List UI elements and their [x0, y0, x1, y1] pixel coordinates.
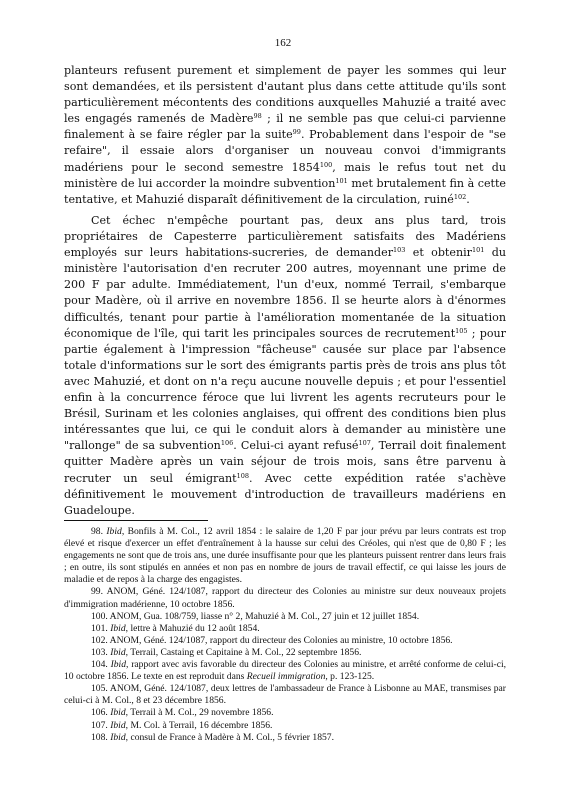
footnote	[64, 659, 506, 683]
footnote-ref: 101	[335, 176, 348, 185]
footnote	[64, 526, 506, 586]
footnote-ref: 107	[358, 439, 371, 448]
text-run: 103.	[91, 646, 111, 658]
text-run: . Probablement dans l'espoir de "se refaire", il essaie alors d'organiser un nouveau convoi d'immigrants madériens pour le second semestre 1854	[64, 128, 506, 174]
footnote	[64, 647, 506, 659]
italic-text: Ibid	[110, 622, 126, 634]
text-run: 106.	[91, 707, 111, 719]
text-run: . Celui-ci ayant refusé	[233, 439, 359, 453]
text-run: du ministère l'autorisation d'en recruter 200 autres, moyennant une prime de 200 F par adulte. Immédiatement, l'un d'eux, nommé Terrail, s'embarque pour Madère, où il arrive en novembre 1856. Il se heurte alors à d'énormes difficultés, tenant pour partie à l'amélioration momentanée de la situation économique de l'île, qui tarit les principales sources de recrutement	[64, 246, 506, 340]
text-run: 98.	[91, 526, 107, 537]
text-run: 99. ANOM, Géné. 124/1087, rapport du directeur des Colonies au ministre sur deux nouveaux projets d'immigration madérienne, 10 octobre 1856.	[64, 586, 506, 610]
footnote	[64, 720, 506, 732]
footnote-ref: 102	[453, 192, 467, 201]
footnote-ref: 99	[292, 128, 301, 137]
footnote-ref: 108	[236, 471, 249, 480]
italic-text: Ibid	[110, 707, 126, 719]
text-run: 108.	[91, 731, 111, 743]
text-run: met brutalement fin à cette tentative, et Mahuzié disparaît définitivement de la circulation, ruiné	[64, 176, 506, 206]
text-run: Cet échec n'empêche pourtant pas, deux ans plus tard, trois propriétaires de Capesterre particulièrement satisfaits des Madériens employés sur leurs habitations-sucreries, de demander	[64, 214, 506, 260]
footnote-ref: 103	[393, 246, 406, 255]
text-run: , Terrail doit finalement quitter Madère après un vain séjour de trois mois, sans être parvenu à recruter un seul émigrant	[64, 439, 506, 485]
text-run: 102. ANOM, Géné. 124/1087, rapport du directeur des Colonies au ministre, 10 octobre 1856.	[91, 634, 453, 646]
body-paragraph-1	[64, 63, 506, 208]
text-run: , consul de France à Madère à M. Col., 5 février 1857.	[125, 731, 334, 743]
text-run: , mais le refus tout net du ministère de lui accorder la moindre subvention	[64, 160, 506, 190]
italic-text: Ibid	[106, 526, 122, 537]
footnote-ref: 101	[471, 246, 485, 255]
footnote	[64, 707, 506, 719]
text-run: planteurs refusent purement et simplement de payer les sommes qui leur sont demandées, et ils persistent d'autant plus dans cette attitude qu'ils sont particulièrement mécontents des conditions auxquelles Mahuzié a traité avec les engagés ramenés de Madère	[64, 64, 506, 126]
text-run: , Terrail à M. Col., 29 novembre 1856.	[125, 707, 274, 719]
text-run: ; il ne semble pas que celui-ci parvienne finalement à se faire régler par la suite	[64, 112, 506, 142]
footnote	[64, 623, 506, 635]
text-run: , Bonfils à M. Col., 12 avril 1854 : le salaire de 1,20 F par jour prévu par leurs contrats est trop élevé et risque d'exercer un effet d'entraînement à la hausse sur celui des Créoles, qui n'est que de 0,80 F ; les engagements ne sont que de trois ans, une durée insuffisante pour que les planteurs puissent rentrer dans leurs frais ; en outre, ils sont stipulés en années et non pas en nombre de jours de travail effectif, ce qui laisse les jours de maladie et de repos à la charge des engagistes.	[64, 526, 506, 586]
footnote-ref: 98	[253, 112, 262, 121]
text-run: 104.	[91, 659, 111, 671]
footnote	[64, 611, 506, 623]
text-run: 100. ANOM, Gua. 108/759, liasse n° 2, Mahuzié à M. Col., 27 juin et 12 juillet 1854.	[91, 610, 420, 622]
footnote	[64, 732, 506, 744]
text-run: 107.	[91, 719, 111, 731]
text-run: , Terrail, Castaing et Capitaine à M. Col., 22 septembre 1856.	[125, 646, 362, 658]
italic-text: Ibid	[110, 646, 126, 658]
text-run: , M. Col. à Terrail, 16 décembre 1856.	[125, 719, 273, 731]
text-run: 105. ANOM, Géné. 124/1087, deux lettres de l'ambassadeur de France à Lisbonne au MAE, transmises par celui-ci à M. Col., 8 et 23 décembre 1856.	[64, 683, 506, 707]
page-number: 162	[274, 37, 292, 49]
footnote	[64, 683, 506, 707]
footnote-ref: 106	[220, 439, 234, 448]
text-run: et obtenir	[405, 246, 472, 260]
text-run: , p. 123-125.	[325, 671, 375, 683]
footnote-ref: 100	[319, 160, 333, 169]
footnote-separator	[64, 520, 208, 521]
text-run: ; pour partie également à l'impression "fâcheuse" causée sur place par l'absence totale d'informations sur le sort des émigrants partis près de trois ans plus tôt avec Mahuzié, et dont on n'a reçu aucune nouvelle depuis ; et pour l'essentiel enfin à la concurrence féroce que lui livrent les agents recruteurs pour le Brésil, Surinam et les colonies anglaises, qui offrent des conditions bien plus intéressantes que lui, ce qui le conduit alors à demander au ministère une "rallonge" de sa subvention	[64, 326, 506, 453]
italic-text: Recueil immigration	[246, 671, 326, 683]
italic-text: Ibid	[110, 731, 126, 743]
text-run: , rapport avec avis favorable du directeur des Colonies au ministre, et arrêté conforme de celui-ci, 10 octobre 1856. Le texte en est reproduit dans	[64, 659, 507, 683]
footnote	[64, 586, 506, 610]
italic-text: Ibid	[110, 719, 126, 731]
italic-text: Ibid	[110, 659, 127, 671]
footnotes	[64, 526, 506, 744]
footnote-ref: 105	[455, 326, 468, 335]
text-run: .	[466, 192, 470, 206]
footnote	[64, 635, 506, 647]
body-paragraph-2	[64, 213, 506, 519]
text-run: . Avec cette expédition ratée s'achève définitivement le mouvement d'introduction de travailleurs madériens en Guadeloupe.	[64, 471, 506, 517]
text-run: 101.	[91, 622, 111, 634]
text-run: , lettre à Mahuzié du 12 août 1854.	[125, 622, 260, 634]
